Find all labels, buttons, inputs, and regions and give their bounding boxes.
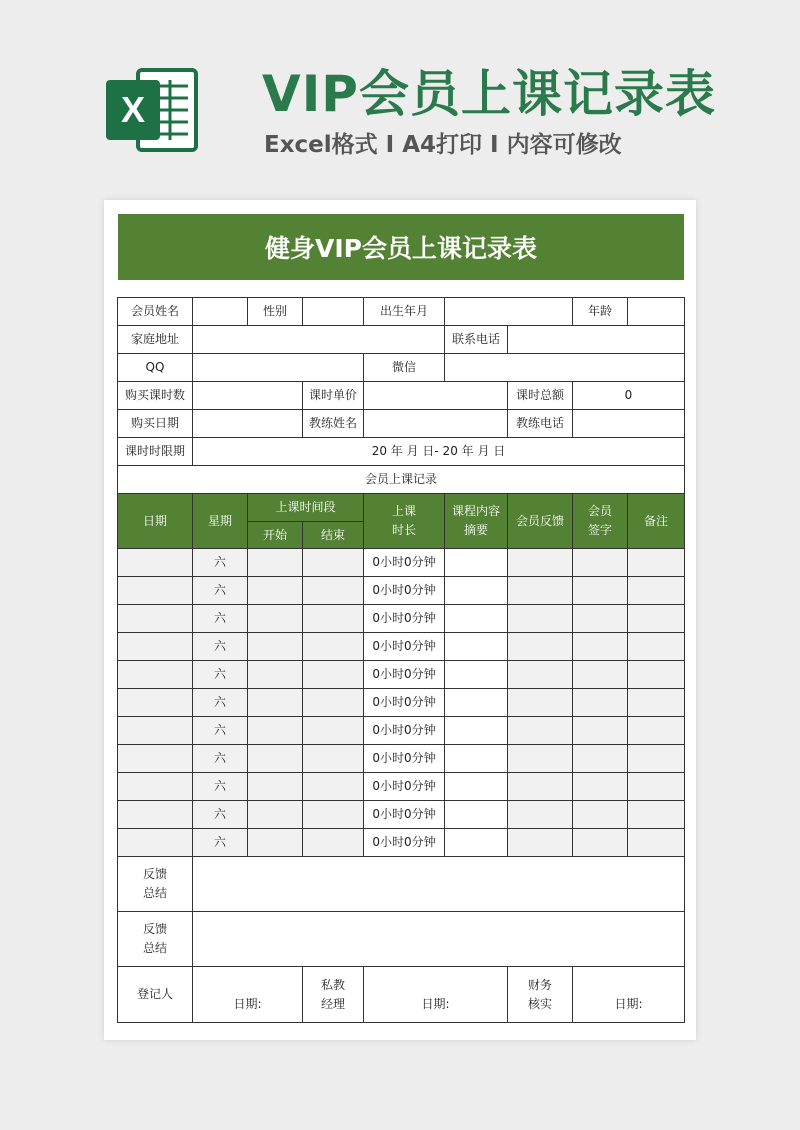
cell-content[interactable]	[445, 829, 508, 857]
finance-date[interactable]: 日期:	[573, 967, 685, 1023]
table-row	[118, 577, 685, 605]
cell-end[interactable]	[303, 661, 364, 689]
field-limit-range[interactable]: 20 年 月 日- 20 年 月 日	[193, 438, 685, 466]
cell-date[interactable]	[118, 801, 193, 829]
cell-sign[interactable]	[573, 633, 628, 661]
cell-sign[interactable]	[573, 773, 628, 801]
cell-sign[interactable]	[573, 829, 628, 857]
coach-manager-date[interactable]: 日期:	[364, 967, 508, 1023]
cell-duration: 0小时0分钟	[364, 745, 445, 773]
col-content	[445, 494, 508, 549]
label-purchase-date: 购买日期	[118, 410, 193, 438]
cell-remark[interactable]	[628, 689, 685, 717]
cell-weekday: 六	[193, 689, 248, 717]
cell-remark[interactable]	[628, 549, 685, 577]
field-coach-phone[interactable]	[573, 410, 685, 438]
cell-duration: 0小时0分钟	[364, 633, 445, 661]
cell-feedback[interactable]	[508, 577, 573, 605]
table-row	[118, 717, 685, 745]
cell-content[interactable]	[445, 801, 508, 829]
label-hour-price: 课时单价	[303, 382, 364, 410]
cell-duration: 0小时0分钟	[364, 577, 445, 605]
cell-duration: 0小时0分钟	[364, 801, 445, 829]
label-birth-date: 出生年月	[364, 298, 445, 326]
cell-date[interactable]	[118, 549, 193, 577]
field-hour-price[interactable]	[364, 382, 508, 410]
cell-start[interactable]	[248, 829, 303, 857]
registrar-date[interactable]: 日期:	[193, 967, 303, 1023]
cell-end[interactable]	[303, 633, 364, 661]
cell-start[interactable]	[248, 689, 303, 717]
cell-weekday: 六	[193, 829, 248, 857]
cell-feedback[interactable]	[508, 549, 573, 577]
excel-logo-letter: X	[120, 89, 146, 130]
cell-weekday: 六	[193, 717, 248, 745]
cell-weekday: 六	[193, 549, 248, 577]
cell-duration: 0小时0分钟	[364, 549, 445, 577]
cell-remark[interactable]	[628, 829, 685, 857]
cell-weekday: 六	[193, 605, 248, 633]
field-home-address[interactable]	[193, 326, 445, 354]
cell-duration: 0小时0分钟	[364, 689, 445, 717]
page-subtitle: Excel格式 Ⅰ A4打印 Ⅰ 内容可修改	[264, 132, 622, 158]
cell-end[interactable]	[303, 745, 364, 773]
cell-date[interactable]	[118, 633, 193, 661]
cell-remark[interactable]	[628, 773, 685, 801]
cell-end[interactable]	[303, 773, 364, 801]
col-duration-line1: 上课	[391, 504, 416, 518]
label-hour-total: 课时总额	[508, 382, 573, 410]
cell-sign[interactable]	[573, 577, 628, 605]
table-row	[118, 773, 685, 801]
cell-feedback[interactable]	[508, 717, 573, 745]
col-feedback: 会员反馈	[508, 494, 573, 549]
cell-remark[interactable]	[628, 661, 685, 689]
table-row	[118, 745, 685, 773]
cell-content[interactable]	[445, 605, 508, 633]
cell-sign[interactable]	[573, 689, 628, 717]
cell-duration: 0小时0分钟	[364, 605, 445, 633]
col-sign-line2: 签字	[587, 523, 612, 537]
page-title: VIP会员上课记录表	[262, 65, 716, 123]
cell-remark[interactable]	[628, 745, 685, 773]
cell-sign[interactable]	[573, 661, 628, 689]
record-table	[117, 297, 685, 1023]
cell-feedback[interactable]	[508, 745, 573, 773]
cell-start[interactable]	[248, 717, 303, 745]
field-hour-total[interactable]: 0	[573, 382, 685, 410]
cell-start[interactable]	[248, 577, 303, 605]
field-member-name[interactable]	[193, 298, 248, 326]
cell-content[interactable]	[445, 633, 508, 661]
field-gender[interactable]	[303, 298, 364, 326]
col-content-line2: 摘要	[463, 523, 488, 537]
label-hour-limit: 课时时限期	[118, 438, 193, 466]
field-age[interactable]	[628, 298, 685, 326]
cell-end[interactable]	[303, 689, 364, 717]
label-age: 年龄	[573, 298, 628, 326]
feedback-label: 反馈 总结	[118, 912, 193, 967]
col-duration	[364, 494, 445, 549]
cell-duration: 0小时0分钟	[364, 773, 445, 801]
label-coach-name: 教练姓名	[303, 410, 364, 438]
label-wechat: 微信	[364, 354, 445, 382]
col-weekday: 星期	[193, 494, 248, 549]
label-purchased-hours: 购买课时数	[118, 382, 193, 410]
table-row	[118, 689, 685, 717]
table-row	[118, 801, 685, 829]
record-section-title: 会员上课记录	[118, 466, 685, 494]
cell-start[interactable]	[248, 605, 303, 633]
feedback-label: 反馈 总结	[118, 857, 193, 912]
cell-weekday: 六	[193, 661, 248, 689]
label-home-address: 家庭地址	[118, 326, 193, 354]
cell-remark[interactable]	[628, 633, 685, 661]
label-coach-phone: 教练电话	[508, 410, 573, 438]
cell-end[interactable]	[303, 829, 364, 857]
cell-content[interactable]	[445, 717, 508, 745]
cell-date[interactable]	[118, 689, 193, 717]
field-qq[interactable]	[193, 354, 364, 382]
cell-end[interactable]	[303, 801, 364, 829]
table-row	[118, 829, 685, 857]
cell-remark[interactable]	[628, 605, 685, 633]
cell-feedback[interactable]	[508, 829, 573, 857]
cell-content[interactable]	[445, 577, 508, 605]
col-duration-line2: 时长	[391, 523, 416, 537]
col-start: 开始	[248, 522, 303, 549]
label-contact-phone: 联系电话	[445, 326, 508, 354]
label-member-name: 会员姓名	[118, 298, 193, 326]
col-content-line1: 课程内容	[451, 504, 500, 518]
cell-sign[interactable]	[573, 549, 628, 577]
cell-sign[interactable]	[573, 717, 628, 745]
cell-content[interactable]	[445, 661, 508, 689]
cell-feedback[interactable]	[508, 801, 573, 829]
cell-start[interactable]	[248, 633, 303, 661]
field-purchased-hours[interactable]	[193, 382, 303, 410]
cell-date[interactable]	[118, 661, 193, 689]
cell-feedback[interactable]	[508, 689, 573, 717]
cell-feedback[interactable]	[508, 633, 573, 661]
finance-label: 财务 核实	[508, 967, 573, 1023]
cell-date[interactable]	[118, 577, 193, 605]
cell-remark[interactable]	[628, 801, 685, 829]
cell-date[interactable]	[118, 605, 193, 633]
sheet-banner: 健身VIP会员上课记录表	[118, 214, 684, 280]
cell-duration: 0小时0分钟	[364, 829, 445, 857]
coach-manager-label: 私教 经理	[303, 967, 364, 1023]
table-row	[118, 661, 685, 689]
cell-start[interactable]	[248, 773, 303, 801]
cell-sign[interactable]	[573, 745, 628, 773]
cell-weekday: 六	[193, 745, 248, 773]
label-gender: 性别	[248, 298, 303, 326]
cell-end[interactable]	[303, 605, 364, 633]
cell-content[interactable]	[445, 773, 508, 801]
cell-date[interactable]	[118, 829, 193, 857]
cell-weekday: 六	[193, 801, 248, 829]
cell-content[interactable]	[445, 549, 508, 577]
cell-duration: 0小时0分钟	[364, 661, 445, 689]
cell-duration: 0小时0分钟	[364, 717, 445, 745]
col-date: 日期	[118, 494, 193, 549]
cell-start[interactable]	[248, 661, 303, 689]
field-wechat[interactable]	[445, 354, 685, 382]
cell-start[interactable]	[248, 801, 303, 829]
cell-weekday: 六	[193, 577, 248, 605]
field-coach-name[interactable]	[364, 410, 508, 438]
cell-remark[interactable]	[628, 577, 685, 605]
feedback-field[interactable]	[193, 912, 685, 967]
table-row	[118, 633, 685, 661]
cell-feedback[interactable]	[508, 773, 573, 801]
cell-date[interactable]	[118, 745, 193, 773]
col-sign	[573, 494, 628, 549]
field-purchase-date[interactable]	[193, 410, 303, 438]
table-row	[118, 605, 685, 633]
cell-start[interactable]	[248, 745, 303, 773]
col-remark: 备注	[628, 494, 685, 549]
col-sign-line1: 会员	[587, 504, 612, 518]
field-contact-phone[interactable]	[508, 326, 685, 354]
cell-weekday: 六	[193, 773, 248, 801]
cell-date[interactable]	[118, 717, 193, 745]
label-qq: QQ	[118, 354, 193, 382]
registrar-label: 登记人	[118, 967, 193, 1023]
feedback-field[interactable]	[193, 857, 685, 912]
cell-sign[interactable]	[573, 801, 628, 829]
field-birth-date[interactable]	[445, 298, 573, 326]
cell-weekday: 六	[193, 633, 248, 661]
cell-end[interactable]	[303, 717, 364, 745]
cell-feedback[interactable]	[508, 661, 573, 689]
cell-end[interactable]	[303, 549, 364, 577]
cell-content[interactable]	[445, 745, 508, 773]
cell-feedback[interactable]	[508, 605, 573, 633]
cell-start[interactable]	[248, 549, 303, 577]
table-row	[118, 549, 685, 577]
excel-logo-icon	[104, 62, 200, 158]
col-period: 上课时间段	[248, 494, 364, 522]
cell-content[interactable]	[445, 689, 508, 717]
col-end: 结束	[303, 522, 364, 549]
cell-remark[interactable]	[628, 717, 685, 745]
cell-sign[interactable]	[573, 605, 628, 633]
cell-end[interactable]	[303, 577, 364, 605]
cell-date[interactable]	[118, 773, 193, 801]
